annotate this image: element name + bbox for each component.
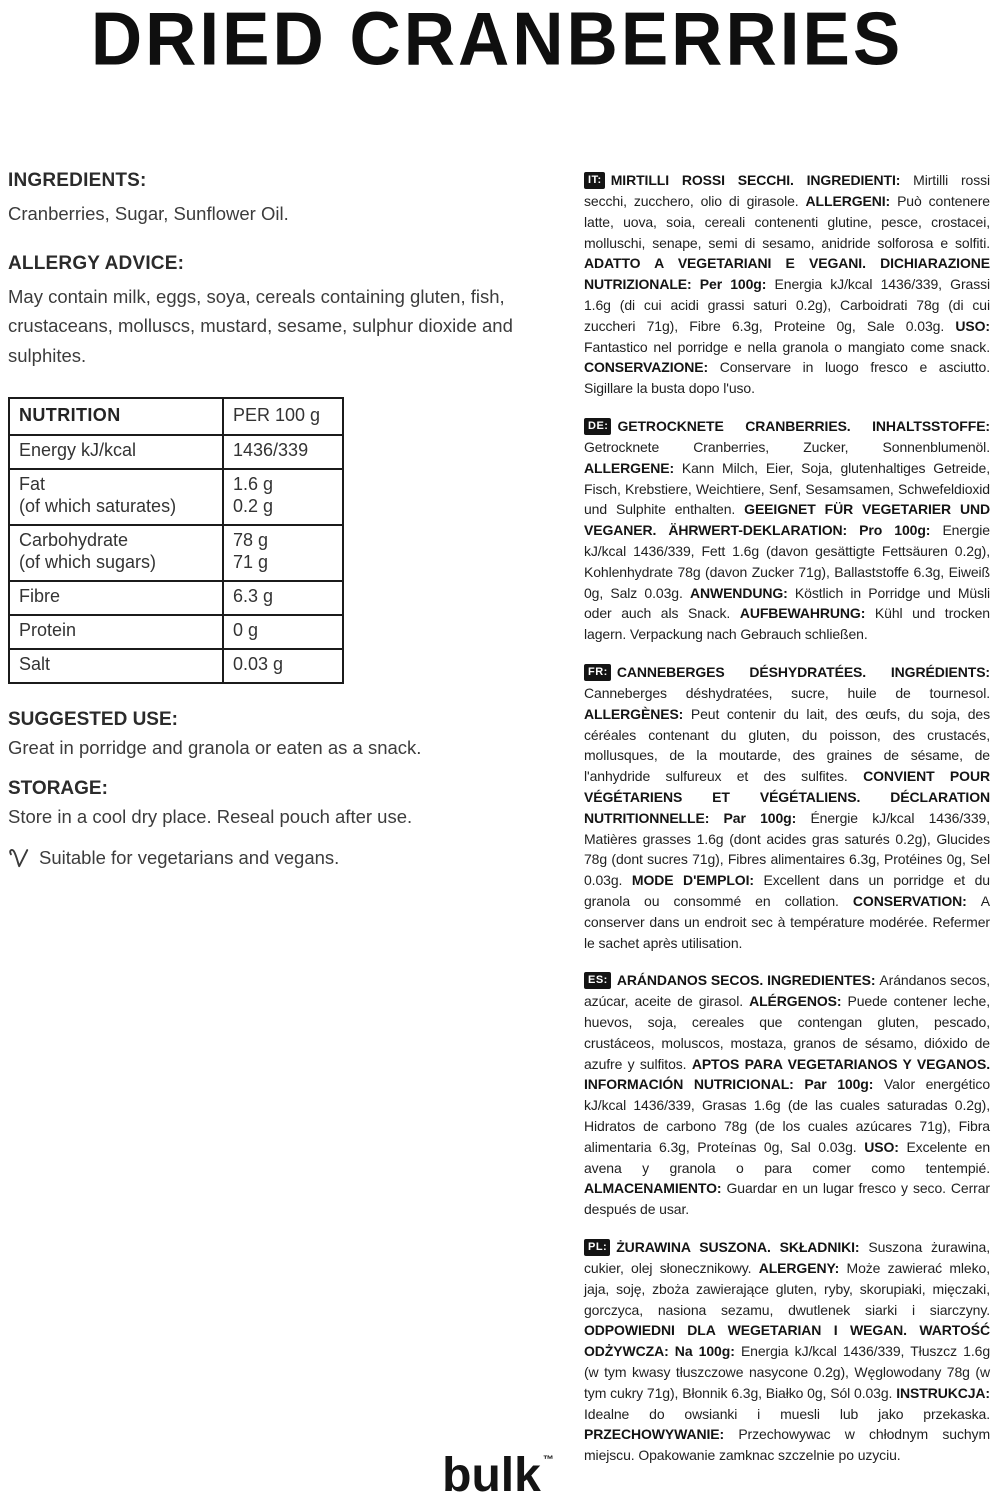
lang-block-es — [584, 970, 990, 1220]
nutrient-label: Protein — [19, 620, 77, 641]
lang-badge-pl: PL: — [584, 1239, 610, 1256]
lang-text-fr: CANNEBERGES DÉSHYDRATÉES. INGRÉDIENTS: Canneberges déshydratées, sucre, huile de tournesol. ALLERGÈNES: Peut contenir du lait, des œufs, du soja, des céréales contenant du gluten, du poisson, des crustacés, mollusques, de la moutarde, des graines de sésame, de l'anhydride sulfureux et des sulfites. CONVIENT POUR VÉGÉTARIENS ET VÉGÉTALIENS. DÉCLARATION NUTRITIONNELLE: Par 100g: Énergie kJ/kcal 1436/339, Matières grasses 1.6g (dont acides gras saturés 0.2g), Glucides 78g (dont sucres 71g), Fibres alimentaires 6.3g, Protéines 0g, Sel 0.03g. MODE D'EMPLOI: Excellent dans un porridge et du granola ou consommé en collation. CONSERVATION: A conserver dans un endroit sec à température modérée. Refermer le sachet après utilisation. — [584, 663, 991, 951]
nutrient-label-cell — [9, 615, 223, 649]
lang-badge-fr: FR: — [584, 664, 611, 681]
storage-text: Store in a cool dry place. Reseal pouch after use. — [8, 805, 413, 827]
lang-text-de: GETROCKNETE CRANBERRIES. INHALTSSTOFFE: Getrocknete Cranberries, Zucker, Sonnenblumenöl. ALLERGENE: Kann Milch, Eier, Soja, glutenhaltiges Getreide, Fisch, Krebstiere, Weichtiere, Senf, Sesamsamen, Schwefeldioxid und Sulphite enthalten. GEEIGNET FÜR VEGETARIER UND VEGANER. ÄHRWERT-DEKLARATION: Pro 100g: Energie kJ/kcal 1436/339, Fett 1.6g (davon gesättigte Fettsäuren 0.2g), Kohlenhydrate 78g (davon Zucker 71g), Ballaststoffe 6.3g, Eiweiß 0g, Salz 0.03g. ANWENDUNG: Köstlich in Porridge und Müsli oder auch als Snack. AUFBEWAHRUNG: Kühl und trocken lagern. Verpackung nach Gebrauch schließen. — [584, 417, 990, 643]
nutrient-label: Fat — [19, 474, 46, 495]
per-100g-header-cell: PER 100 g — [223, 398, 343, 435]
lang-text-it: MIRTILLI ROSSI SECCHI. INGREDIENTI: Mirtilli rossi secchi, zucchero, olio di girasole. ALLERGENI: Può contenere latte, uova, soia, cereali contenenti glutine, pesce, crostacei, molluschi, senape, semi di sesamo, anidride solforosa e solfiti. ADATTO A VEGETARIANI E VEGANI. DICHIARAZIONE NUTRIZIONALE: Per 100g: Energia kJ/kcal 1436/339, Grassi 1.6g (di cui acidi grassi saturi 0.2g), Carboidrati 78g (di cui zuccheri 71g), Fibre 6.3g, Proteine 0g, Sale 0.03g. USO: Fantastico nel porridge e nella granola o mangiato come snack. CONSERVAZIONE: Conservare in luogo fresco e asciutto. Sigillare la busta dopo l'uso. — [584, 172, 990, 397]
allergy-advice-text: May contain milk, eggs, soya, cereals containing gluten, fish, crustaceans, molluscs, mustard, sesame, sulphur dioxide and sulphites. — [8, 285, 513, 366]
nutrient-subvalue: 71 g — [233, 552, 269, 573]
nutrient-value: 0.03 g — [233, 654, 284, 674]
nutrient-value-cell — [223, 649, 343, 683]
suggested-use-heading: SUGGESTED USE: — [8, 708, 178, 730]
lang-badge-it: IT: — [584, 172, 605, 189]
lang-block-it — [584, 170, 990, 399]
nutrient-value-cell — [223, 525, 343, 581]
vegetarian-v-icon — [8, 847, 30, 869]
vegetarian-note-text: Suitable for vegetarians and vegans. — [39, 846, 340, 868]
nutrient-label-cell — [9, 435, 223, 469]
nutrient-label: Carbohydrate — [19, 530, 129, 551]
nutrient-value: 1436/339 — [233, 440, 309, 461]
vegetarian-note — [8, 847, 554, 869]
nutrient-sublabel: (of which sugars) — [19, 552, 157, 573]
table-row — [9, 435, 343, 469]
trademark-symbol: ™ — [542, 1454, 554, 1466]
nutrient-value-cell — [223, 469, 343, 525]
nutrition-header-cell: NUTRITION — [9, 398, 223, 435]
nutrient-label-cell — [9, 581, 223, 615]
bulk-logo: bulk — [442, 1449, 541, 1500]
table-row — [9, 469, 343, 525]
nutrient-label: Energy kJ/kcal — [19, 440, 137, 461]
lang-block-de — [584, 416, 990, 645]
lang-block-pl — [584, 1237, 990, 1466]
page-title: DRIED CRANBERRIES — [90, 0, 904, 82]
table-header-row — [9, 398, 343, 435]
table-row — [9, 525, 343, 581]
nutrition-table — [8, 397, 344, 684]
table-row — [9, 649, 343, 683]
lang-text-es: ARÁNDANOS SECOS. INGREDIENTES: Arándanos secos, azúcar, aceite de girasol. ALÉRGENOS: Puede contener leche, huevos, soja, cereales que contengan gluten, pescado, crustáceos, moluscos, mostaza, granos de sésamo, dióxido de azufre y sulfitos. APTOS PARA VEGETARIANOS Y VEGANOS. INFORMACIÓN NUTRICIONAL: Par 100g: Valor energético kJ/kcal 1436/339, Grasas 1.6g (de las cuales saturadas 0.2g), Hidratos de carbono 78g (de los cuales azúcares 71g), Fibra alimentaria 6.3g, Proteínas 0g, Sal 0.03g. USO: Excelente en avena y granola o para comer como tentempié. ALMACENAMIENTO: Guardar en un lugar fresco y seco. Cerrar después de usar. — [584, 972, 991, 1218]
nutrient-value-cell — [223, 615, 343, 649]
nutrient-label-cell — [9, 469, 223, 525]
storage-heading: STORAGE: — [8, 777, 108, 799]
nutrient-label-cell — [9, 649, 223, 683]
allergy-advice-heading: ALLERGY ADVICE: — [8, 252, 185, 274]
content-columns — [0, 170, 994, 1483]
nutrient-value-cell — [223, 435, 343, 469]
nutrient-value: 6.3 g — [233, 586, 274, 607]
nutrient-value-cell — [223, 581, 343, 615]
nutrient-value: 0 g — [233, 620, 259, 641]
lang-badge-es: ES: — [584, 972, 611, 989]
nutrient-label: Salt — [19, 654, 51, 674]
suggested-use-text: Great in porridge and granola or eaten as a snack. — [8, 736, 422, 758]
ingredients-text: Cranberries, Sugar, Sunflower Oil. — [8, 203, 289, 224]
lang-text-pl: ŻURAWINA SUSZONA. SKŁADNIKI: Suszona żurawina, cukier, olej słonecznikowy. ALERGENY: Może zawierać mleko, jaja, soję, zboża zawierające gluten, ryby, skorupiaki, mięczaki, gorczyca, nasiona sezamu, dwutlenek siarki i siarczyny. ODPOWIEDNI DLA WEGETARIAN I WEGAN. WARTOŚĆ ODŻYWCZA: Na 100g: Energia kJ/kcal 1436/339, Tłuszcz 1.6g (w tym kwasy tłuszczowe nasycone 0.2g), Węglowodany 78g (w tym cukry 71g), Błonnik 6.3g, Białko 0g, Sól 0.03g. INSTRUKCJA: Idealne do owsianki i muesli lub jako przekaska. PRZECHOWYWANIE: Przechowywac w chłodnym suchym miejscu. Opakowanie zamknac szczelnie po uzyciu. — [584, 1239, 991, 1464]
lang-badge-de: DE: — [584, 418, 611, 435]
ingredients-heading: INGREDIENTS: — [8, 170, 147, 191]
nutrient-subvalue: 0.2 g — [233, 496, 274, 517]
left-column — [8, 170, 584, 1483]
nutrient-value: 1.6 g — [233, 474, 274, 495]
lang-block-fr — [584, 662, 990, 953]
right-column — [584, 170, 990, 1483]
nutrient-label-cell — [9, 525, 223, 581]
nutrient-sublabel: (of which saturates) — [19, 496, 177, 517]
nutrient-value: 78 g — [233, 530, 269, 551]
nutrient-label: Fibre — [19, 586, 61, 607]
table-row — [9, 615, 343, 649]
footer — [0, 1449, 994, 1500]
table-row — [9, 581, 343, 615]
